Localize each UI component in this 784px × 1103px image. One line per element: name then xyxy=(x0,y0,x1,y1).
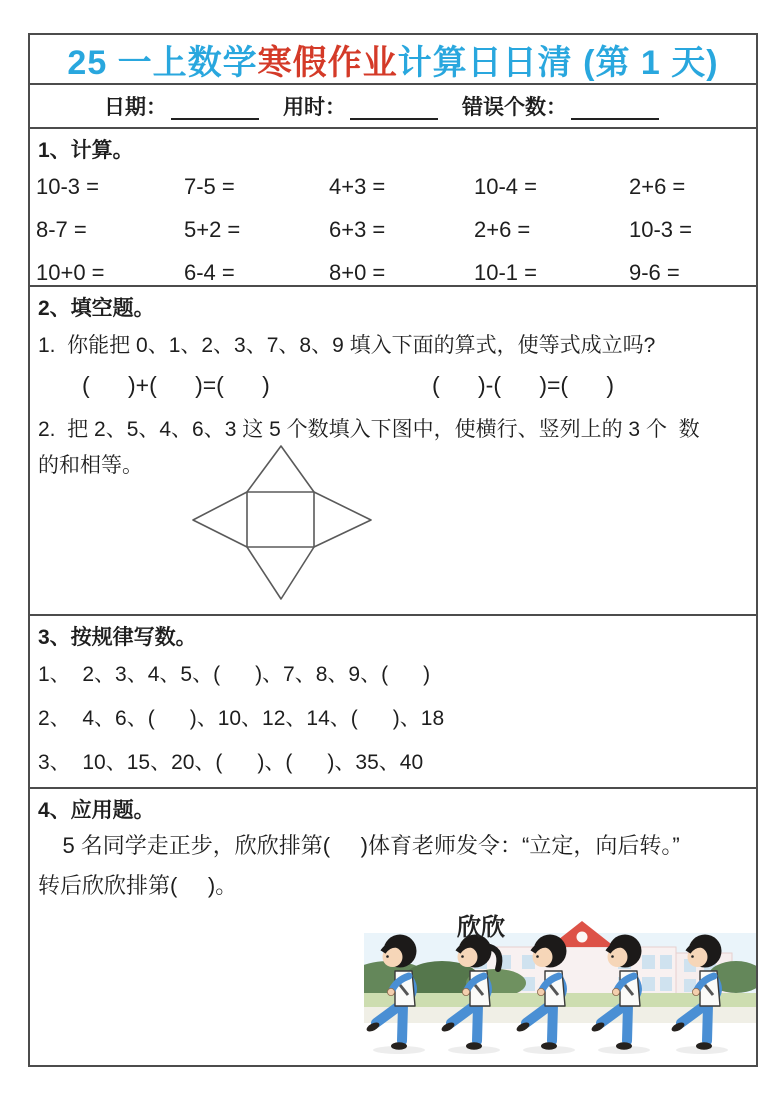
errors-label: 错误个数： xyxy=(462,96,567,119)
section-3-heading: 3、按规律写数。 xyxy=(38,626,197,649)
title-row xyxy=(30,35,756,85)
word-problem-line1: 5 名同学走正步，欣欣排第( )体育老师发令：“立定，向后转。” xyxy=(38,833,680,858)
time-blank-line xyxy=(350,92,438,120)
calc-grid xyxy=(36,165,752,294)
net-right-triangle xyxy=(314,492,371,547)
date-row xyxy=(30,85,756,129)
calc-problem: 10-3 = xyxy=(629,216,692,242)
calc-problem: 4+3 = xyxy=(329,173,386,199)
calc-problem: 9-6 = xyxy=(629,259,680,285)
net-top-triangle xyxy=(247,446,314,492)
pattern-line-3: 3、 10、15、20、( )、( )、35、40 xyxy=(38,751,424,774)
calc-problem: 5+2 = xyxy=(184,216,241,242)
calc-problem: 10-1 = xyxy=(474,259,537,285)
calc-problem: 6-4 = xyxy=(184,259,235,285)
calc-problem: 2+6 = xyxy=(474,216,531,242)
marching-kids-illustration xyxy=(364,909,756,1059)
word-problem-line2: 转后欣欣排第( )。 xyxy=(38,873,238,898)
pattern-line-1: 1、 2、3、4、5、( )、7、8、9、( ) xyxy=(38,663,431,686)
calc-problem: 10-3 = xyxy=(36,173,99,199)
calc-problem: 2+6 = xyxy=(629,173,686,199)
title-part-homework: 寒假作业 xyxy=(257,43,398,82)
fill-in-q2-text-line1: 2. 把 2、5、4、6、3 这 5 个数填入下图中，使横行、竖列上的 3 个 数 xyxy=(38,418,700,441)
worksheet-frame xyxy=(28,33,758,1067)
calc-problem: 10-4 = xyxy=(474,173,537,199)
section-calculation xyxy=(30,129,756,287)
errors-blank-line xyxy=(571,92,659,120)
date-blank-line xyxy=(171,92,259,120)
calc-problem: 7-5 = xyxy=(184,173,235,199)
net-center-square xyxy=(247,492,314,547)
calc-problem: 8-7 = xyxy=(36,216,87,242)
q1-equation-subtraction: ( )-( )=( ) xyxy=(432,372,615,398)
section-2-heading: 2、填空题。 xyxy=(38,297,155,320)
roof-window xyxy=(577,932,588,943)
date-label: 日期： xyxy=(104,96,167,119)
fill-in-q1-text: 1. 你能把 0、1、2、3、7、8、9 填入下面的算式，使等式成立吗? xyxy=(38,334,656,357)
section-pattern xyxy=(30,616,756,789)
calc-problem: 10+0 = xyxy=(36,259,105,285)
calc-problem: 6+3 = xyxy=(329,216,386,242)
net-bottom-triangle xyxy=(247,547,314,599)
section-fill-in xyxy=(30,287,756,616)
calc-problem: 8+0 = xyxy=(329,259,386,285)
net-left-triangle xyxy=(193,492,247,547)
pyramid-net-diagram xyxy=(190,443,380,603)
fill-in-q2-text-line2: 的和相等。 xyxy=(38,454,143,477)
q1-equation-addition: ( )+( )=( ) xyxy=(82,372,270,398)
pattern-line-2: 2、 4、6、( )、10、12、14、( )、18 xyxy=(38,707,445,730)
title-part-daily: 计算日日清 (第 1 天) xyxy=(397,43,719,82)
section-1-heading: 1、计算。 xyxy=(38,139,134,162)
time-label: 用时： xyxy=(283,96,346,119)
section-word-problem xyxy=(30,789,756,1065)
section-4-heading: 4、应用题。 xyxy=(38,799,155,822)
figure-label-text: 欣欣 xyxy=(457,914,505,941)
title-part-grade: 25 一上数学 xyxy=(67,43,258,82)
